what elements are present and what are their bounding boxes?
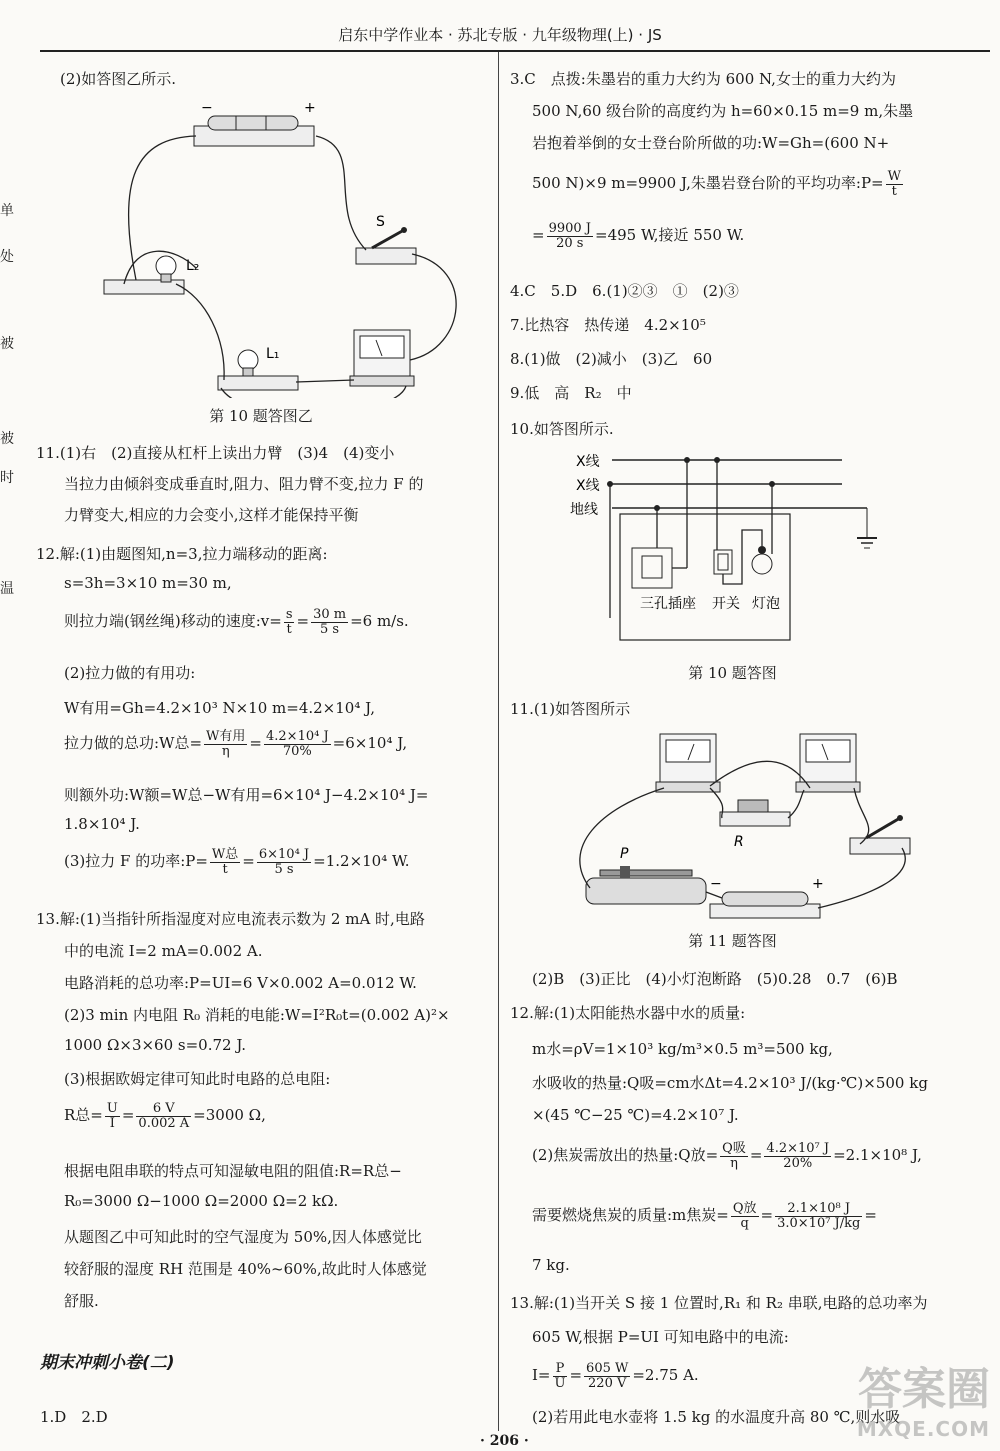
formula-text: =2.1×10⁸ J, xyxy=(833,1146,922,1165)
text-line: 当拉力由倾斜变成垂直时,阻力、阻力臂不变,拉力 F 的 xyxy=(64,475,424,493)
formula-text: =6×10⁴ J, xyxy=(332,734,408,753)
formula-line: 需要燃烧焦炭的质量:m焦炭= $\frac{\text{Q放}}{q}$ = $\frac{\text{2.1×10⁸ J}}{\text{3.0×10⁷ J/kg}}$ = xyxy=(532,1201,877,1231)
fraction xyxy=(584,1362,630,1390)
formula-text: =6 m/s. xyxy=(350,612,409,631)
figure-caption: 第 10 题答图 xyxy=(688,664,777,682)
formula-text: 则拉力端(钢丝绳)移动的速度:v= xyxy=(64,612,282,631)
component-label: 开关 xyxy=(712,596,740,612)
text-line: 从题图乙中可知此时的空气湿度为 50%,因人体感觉比 xyxy=(64,1228,422,1246)
text-line: W有用=Gh=4.2×10³ N×10 m=4.2×10⁴ J, xyxy=(64,699,376,717)
text-line: (3)根据欧姆定律可知此时电路的总电阻: xyxy=(64,1070,331,1088)
denominator: η xyxy=(221,743,230,759)
denominator: 5 s xyxy=(274,861,294,877)
text-line: (2)若用此电水壶将 1.5 kg 的水温度升高 80 ℃,则水吸 xyxy=(532,1408,901,1426)
text-line: 中的电流 I=2 mA=0.002 A. xyxy=(64,942,263,960)
fraction xyxy=(264,730,331,758)
denominator: I xyxy=(109,1115,115,1131)
formula-line xyxy=(532,222,744,250)
resistor-label: R xyxy=(734,834,744,850)
denominator: U xyxy=(554,1375,566,1391)
denominator: 5 s xyxy=(320,621,340,637)
formula-line: 则拉力端(钢丝绳)移动的速度:v= $\frac{s}{t}$ = $\frac{30 m}{5 s}$ =6 m/s. xyxy=(64,607,409,637)
circuit-figure-10-b xyxy=(76,98,496,398)
section-title: 期末冲刺小卷(二) xyxy=(40,1353,175,1373)
text-line: 11.(1)如答图所示 xyxy=(510,700,631,718)
line-label: 地线 xyxy=(570,502,598,518)
formula-text: = xyxy=(864,1206,877,1225)
formula-text: =495 W,接近 550 W. xyxy=(595,226,745,245)
fraction xyxy=(136,1102,191,1130)
formula-text: = xyxy=(532,226,545,245)
watermark-logo: 答案圈 xyxy=(858,1364,990,1415)
battery-minus-label: − xyxy=(710,876,722,892)
text-line: 12.解:(1)太阳能热水器中水的质量: xyxy=(510,1004,746,1022)
numerator: P xyxy=(553,1362,568,1377)
numerator: U xyxy=(106,1101,118,1116)
text-line: 11.(1)右 (2)直接从杠杆上读出力臂 (3)4 (4)变小 xyxy=(36,444,395,462)
figure-caption: 第 10 题答图乙 xyxy=(209,407,313,425)
battery-plus-label: + xyxy=(304,100,316,116)
fraction xyxy=(311,608,348,636)
numerator: 2.1×10⁸ J xyxy=(775,1202,862,1217)
page-number: · 206 · xyxy=(480,1433,529,1449)
numerator: W总 xyxy=(211,847,239,862)
text-line: 力臂变大,相应的力会变小,这样才能保持平衡 xyxy=(64,506,359,524)
text-line: 4.C 5.D 6.(1)②③ ① (2)③ xyxy=(510,282,739,300)
lamp-l2-label: L₂ xyxy=(186,258,200,274)
numerator: W有用 xyxy=(206,729,246,744)
formula-line: (3)拉力 F 的功率:P= $\frac{\text{W总}}{t}$ = $\frac{\text{6×10⁴ J}}{5 s}$ =1.2×10⁴ W. xyxy=(64,847,410,877)
fraction xyxy=(886,170,903,198)
fraction xyxy=(775,1202,862,1230)
formula-text: R总= xyxy=(64,1106,103,1125)
line-label: X线 xyxy=(576,454,600,470)
denominator: 220 V xyxy=(588,1375,627,1391)
text-line: 1.8×10⁴ J. xyxy=(64,815,140,833)
numerator: Q吸 xyxy=(722,1141,746,1156)
line-label: X线 xyxy=(576,478,600,494)
denominator: 3.0×10⁷ J/kg xyxy=(777,1215,861,1231)
fraction xyxy=(204,730,247,758)
fraction xyxy=(720,1142,748,1170)
text-line: 12.解:(1)由题图知,n=3,拉力端移动的距离: xyxy=(36,545,328,563)
wiring-figure-10 xyxy=(562,448,942,648)
formula-text: 500 N)×9 m=9900 J,朱墨岩登台阶的平均功率:P= xyxy=(532,174,884,193)
text-line: 605 W,根据 P=UI 可知电路中的电流: xyxy=(532,1328,789,1346)
fraction xyxy=(284,608,295,636)
text-line: 500 N,60 级台阶的高度约为 h=60×0.15 m=9 m,朱墨 xyxy=(532,102,914,120)
denominator: t xyxy=(222,861,228,877)
numerator: 30 m xyxy=(313,607,347,622)
margin-char: 被 xyxy=(0,431,14,447)
circuit-figure-11 xyxy=(560,728,980,928)
denominator: 0.002 A xyxy=(138,1115,190,1131)
header-rule xyxy=(40,50,990,52)
text-line: (2)3 min 内电阻 R₀ 消耗的电能:W=I²R₀t=(0.002 A)²× xyxy=(64,1006,450,1024)
numerator: 9900 J xyxy=(548,221,592,236)
battery-plus-label: + xyxy=(812,876,824,892)
formula-line: I= $\frac{P}{U}$ = $\frac{605 W}{220 V}$ =2.75 A. xyxy=(532,1361,699,1391)
slider-label: P xyxy=(620,846,629,862)
running-header: 启东中学作业本 · 苏北专版 · 九年级物理(上) · JS xyxy=(338,26,662,44)
numerator: 6 V xyxy=(136,1102,191,1117)
figure-caption: 第 11 题答图 xyxy=(688,932,777,950)
text-line: 10.如答图所示. xyxy=(510,420,614,438)
formula-line: (2)焦炭需放出的热量:Q放= $\frac{\text{Q吸}}{\eta}$ = $\frac{\text{4.2×10⁷ J}}{20\%}$ =2.1×10⁸ J, xyxy=(532,1141,922,1171)
numerator: 6×10⁴ J xyxy=(258,847,310,862)
text-line: (2)拉力做的有用功: xyxy=(64,664,196,682)
text-line: s=3h=3×10 m=30 m, xyxy=(64,574,232,592)
text-line: 则额外功:W额=W总−W有用=6×10⁴ J−4.2×10⁴ J= xyxy=(64,786,429,804)
text-line: (2)如答图乙所示. xyxy=(60,70,177,88)
denominator: η xyxy=(730,1155,738,1171)
formula-line xyxy=(532,170,905,198)
battery-minus-label: − xyxy=(201,100,213,116)
numerator: Q放 xyxy=(732,1201,757,1216)
text-line: 9.低 高 R₂ 中 xyxy=(510,384,632,402)
numerator: 605 W xyxy=(586,1361,629,1376)
fraction xyxy=(731,1202,759,1230)
switch-s-label: S xyxy=(376,214,385,230)
column-divider xyxy=(498,52,499,1431)
denominator: 70% xyxy=(282,743,312,759)
text-line: 7.比热容 热传递 4.2×10⁵ xyxy=(510,316,706,334)
text-line: 1.D 2.D xyxy=(40,1408,108,1426)
formula-line: 拉力做的总功:W总= $\frac{\text{W有用}}{\eta}$ = $\frac{\text{4.2×10⁴ J}}{70\%}$ =6×10⁴ J, xyxy=(64,729,408,759)
denominator: t xyxy=(286,621,292,637)
denominator: q xyxy=(740,1215,749,1231)
numerator: 4.2×10⁷ J xyxy=(766,1141,830,1156)
denominator: 20 s xyxy=(556,235,584,251)
margin-char: 被 xyxy=(0,336,14,352)
formula-text: =1.2×10⁴ W. xyxy=(313,852,410,871)
text-line: R₀=3000 Ω−1000 Ω=2000 Ω=2 kΩ. xyxy=(64,1192,339,1210)
fraction xyxy=(547,222,593,250)
margin-char: 时 xyxy=(0,470,14,486)
formula-text: 需要燃烧焦炭的质量:m焦炭= xyxy=(532,1206,729,1225)
text-line: 水吸收的热量:Q吸=cm水Δt=4.2×10³ J/(kg·℃)×500 kg xyxy=(532,1074,928,1092)
margin-char: 温 xyxy=(0,581,14,597)
text-line: 7 kg. xyxy=(532,1256,570,1274)
formula-text: (2)焦炭需放出的热量:Q放= xyxy=(532,1146,719,1165)
text-line: 8.(1)做 (2)减小 (3)乙 60 xyxy=(510,350,713,368)
text-line: 根据电阻串联的特点可知湿敏电阻的阻值:R=R总− xyxy=(64,1162,402,1180)
watermark-url: MXQE.COM xyxy=(856,1417,990,1441)
denominator: t xyxy=(891,183,897,199)
formula-text: =2.75 A. xyxy=(632,1366,699,1385)
numerator: s xyxy=(285,607,293,622)
fraction xyxy=(257,848,311,876)
text-line: 电路消耗的总功率:P=UI=6 V×0.002 A=0.012 W. xyxy=(64,974,417,992)
text-line: 岩抱着举倒的女士登台阶所做的功:W=Gh=(600 N+ xyxy=(532,134,890,152)
text-line: ×(45 ℃−25 ℃)=4.2×10⁷ J. xyxy=(532,1106,739,1124)
text-line: 1000 Ω×3×60 s=0.72 J. xyxy=(64,1036,246,1054)
text-line: 13.解:(1)当指针所指湿度对应电流表示数为 2 mA 时,电路 xyxy=(36,910,425,928)
numerator: W xyxy=(887,169,901,184)
text-line: 13.解:(1)当开关 S 接 1 位置时,R₁ 和 R₂ 串联,电路的总功率为 xyxy=(510,1294,928,1312)
text-line: 较舒服的湿度 RH 范围是 40%~60%,故此时人体感觉 xyxy=(64,1260,427,1278)
lamp-l1-label: L₁ xyxy=(266,346,280,362)
text-line: 舒服. xyxy=(64,1292,99,1310)
formula-line: R总= $\frac{U}{I}$ = $\frac{6 V}{0.002 A}$ =3000 Ω, xyxy=(64,1101,266,1131)
margin-char: 处 xyxy=(0,249,14,265)
formula-text: I= xyxy=(532,1366,551,1385)
numerator: 4.2×10⁴ J xyxy=(266,729,329,744)
component-label: 三孔插座 xyxy=(640,596,696,612)
text-line: (2)B (3)正比 (4)小灯泡断路 (5)0.28 0.7 (6)B xyxy=(532,970,898,988)
formula-text: 拉力做的总功:W总= xyxy=(64,734,203,753)
fraction xyxy=(105,1102,120,1130)
formula-text: (3)拉力 F 的功率:P= xyxy=(64,852,208,871)
fraction xyxy=(553,1362,568,1390)
denominator: 20% xyxy=(783,1155,813,1171)
margin-char: 单 xyxy=(0,203,14,219)
text-line: m水=ρV=1×10³ kg/m³×0.5 m³=500 kg, xyxy=(532,1040,833,1058)
fraction xyxy=(210,848,240,876)
component-label: 灯泡 xyxy=(752,596,780,612)
text-line: 3.C 点拨:朱墨岩的重力大约为 600 N,女士的重力大约为 xyxy=(510,70,896,88)
formula-text: =3000 Ω, xyxy=(193,1106,266,1125)
watermark xyxy=(857,1353,990,1441)
fraction xyxy=(764,1142,831,1170)
